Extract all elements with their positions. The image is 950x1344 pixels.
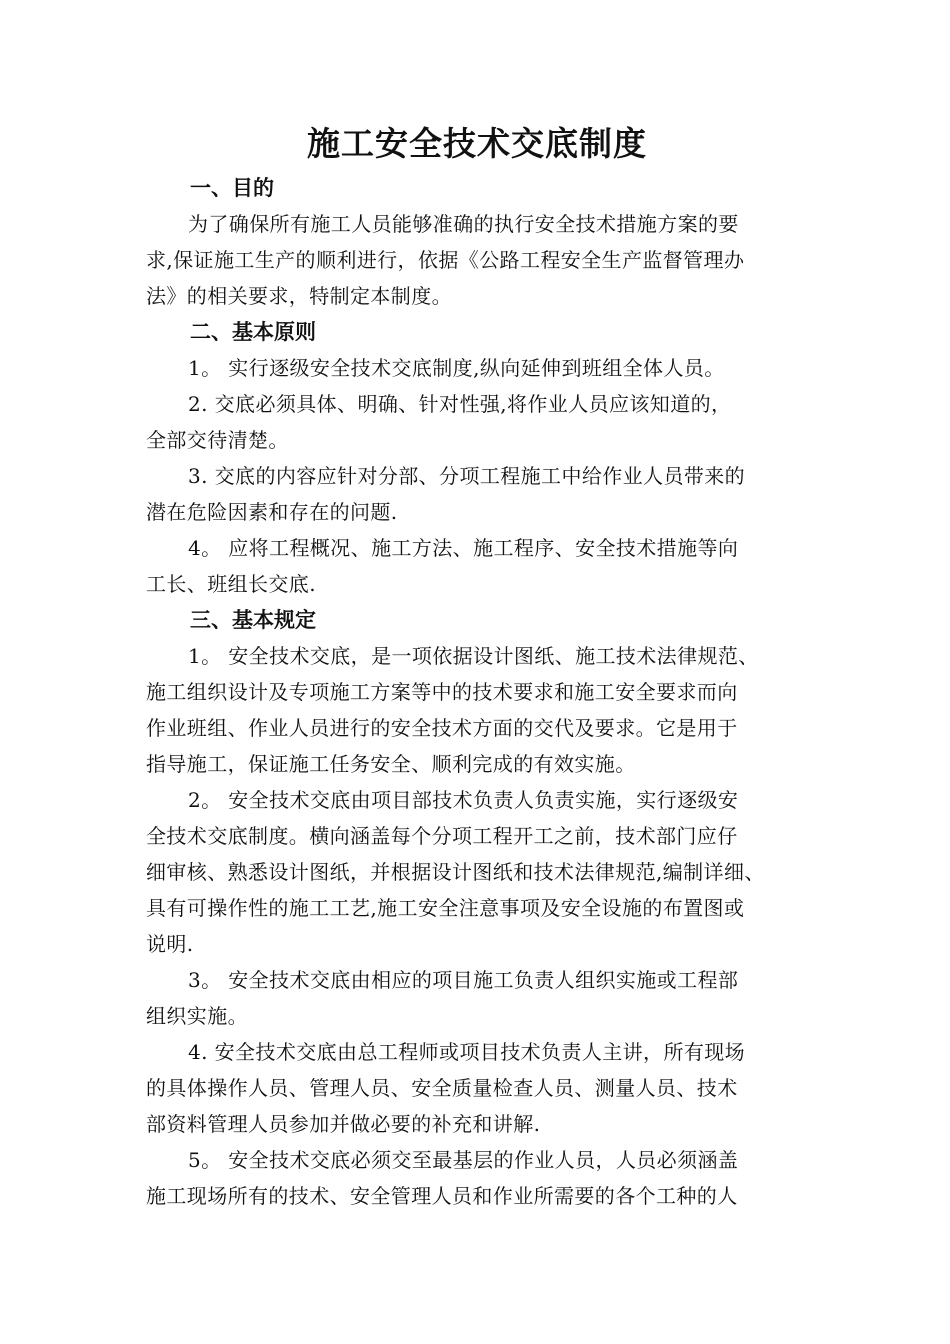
text-line: 全技术交底制度。横向涵盖每个分项工程开工之前，技术部门应仔: [146, 824, 738, 848]
paragraph: [146, 350, 808, 386]
paragraph: [146, 458, 808, 530]
text-line: 3。 安全技术交底由相应的项目施工负责人组织实施或工程部: [188, 968, 739, 992]
paragraph: [146, 1142, 808, 1214]
section-heading-principles: 二、基本原则: [190, 320, 316, 344]
paragraph: [146, 638, 808, 782]
text-line: 4。 应将工程概况、施工方法、施工程序、安全技术措施等向: [188, 536, 739, 560]
paragraph: [146, 782, 808, 962]
text-line: 具有可操作性的施工工艺,施工安全注意事项及安全设施的布置图或: [146, 896, 745, 920]
text-line: 部资料管理人员参加并做必要的补充和讲解.: [146, 1112, 541, 1136]
document-page: [146, 118, 808, 1214]
text-line: 3. 交底的内容应针对分部、分项工程施工中给作业人员带来的: [188, 464, 746, 488]
paragraph: [146, 206, 808, 314]
text-line: 2。 安全技术交底由项目部技术负责人负责实施，实行逐级安: [188, 788, 739, 812]
text-line: 2. 交底必须具体、明确、针对性强,将作业人员应该知道的，: [188, 392, 732, 416]
text-line: 全部交待清楚。: [146, 428, 289, 452]
text-line: 4. 安全技术交底由总工程师或项目技术负责人主讲，所有现场: [188, 1040, 746, 1064]
document-title: 施工安全技术交底制度: [307, 124, 647, 163]
paragraph: [146, 530, 808, 602]
text-line: 组织实施。: [146, 1004, 248, 1028]
text-line: 法》的相关要求，特制定本制度。: [146, 284, 452, 308]
text-line: 1。 安全技术交底，是一项依据设计图纸、施工技术法律规范、: [188, 644, 759, 668]
paragraph: [146, 962, 808, 1034]
text-line: 的具体操作人员、管理人员、安全质量检查人员、测量人员、技术: [146, 1076, 738, 1100]
text-line: 施工组织设计及专项施工方案等中的技术要求和施工安全要求而向: [146, 680, 738, 704]
text-line: 1。 实行逐级安全技术交底制度,纵向延伸到班组全体人员。: [188, 356, 725, 380]
text-line: 求,保证施工生产的顺利进行，依据《公路工程安全生产监督管理办: [146, 248, 745, 272]
text-line: 5。 安全技术交底必须交至最基层的作业人员，人员必须涵盖: [188, 1148, 739, 1172]
text-line: 指导施工，保证施工任务安全、顺利完成的有效实施。: [146, 752, 636, 776]
text-line: 工长、班组长交底.: [146, 572, 316, 596]
paragraph: [146, 386, 808, 458]
text-line: 作业班组、作业人员进行的安全技术方面的交代及要求。它是用于: [146, 716, 738, 740]
section-heading-purpose: 一、目的: [190, 176, 274, 200]
text-line: 为了确保所有施工人员能够准确的执行安全技术措施方案的要: [188, 212, 739, 236]
text-line: 说明.: [146, 932, 194, 956]
text-line: 施工现场所有的技术、安全管理人员和作业所需要的各个工种的人: [146, 1184, 738, 1208]
section-heading-regulations: 三、基本规定: [190, 608, 316, 632]
paragraph: [146, 1034, 808, 1142]
text-line: 潜在危险因素和存在的问题.: [146, 500, 398, 524]
text-line: 细审核、熟悉设计图纸，并根据设计图纸和技术法律规范,编制详细、: [146, 860, 765, 884]
